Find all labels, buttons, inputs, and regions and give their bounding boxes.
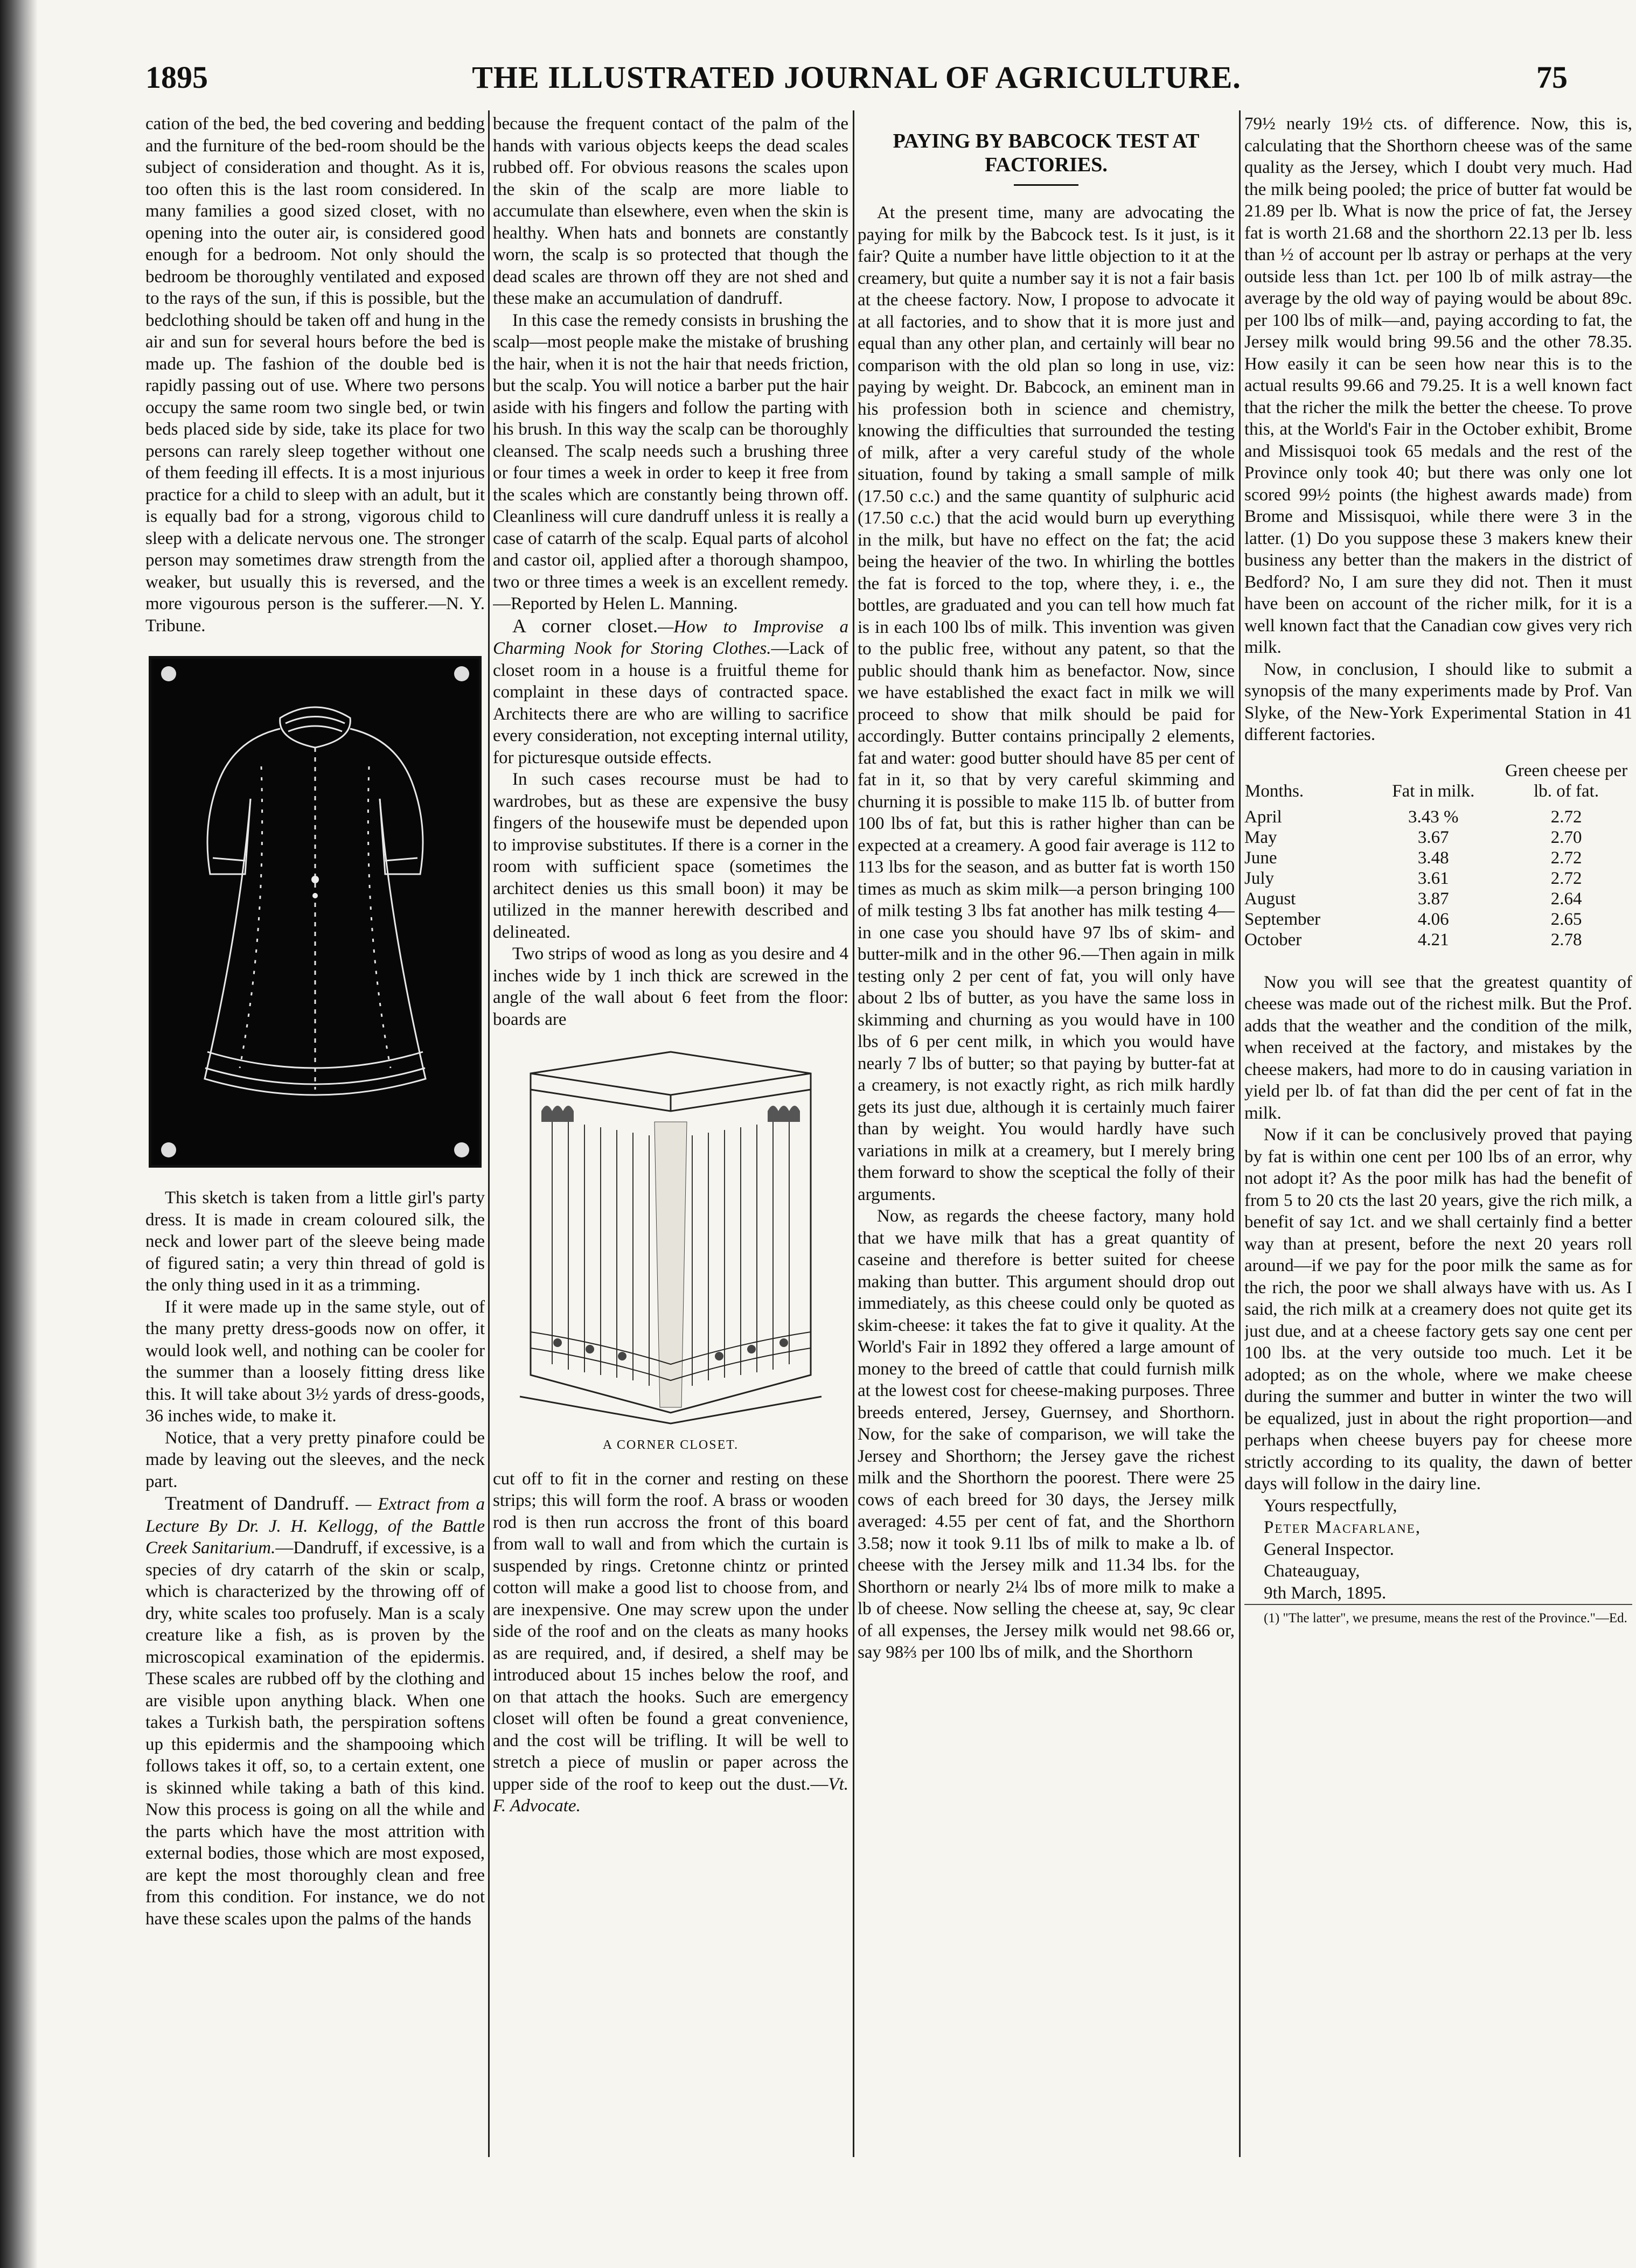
date: 9th March, 1895. xyxy=(1264,1583,1387,1603)
footnote: (1) "The latter", we presume, means the rest of the Province."—Ed. xyxy=(1244,1604,1632,1627)
corner-closet-instructions xyxy=(493,1468,848,1817)
pinafore-note: Notice, that a very pretty pinafore could be made by leaving out the sleeves, and the neck part. xyxy=(145,1428,485,1491)
table-row xyxy=(1244,807,1632,827)
month: July xyxy=(1244,868,1275,888)
dress-illustration xyxy=(149,656,482,1168)
cheese-factory-paragraph: Now, as regards the cheese factory, many hold that we have milk that has a great quantity of caseine and therefore is better suited for cheese making than butter. This argument should drop out immediately, as this cheese could only be quoted as skim-cheese: it takes the fat to give it quality. At the World's Fair in 1892 they offered a large amount of money to the breed of cattle that could furnish milk at the lowest cost for cheese-making purposes. Three breeds entered, Jersey, Guernsey, and Shorthorn. Now, for the sake of comparison, we will take the Jersey and Shorthorn; the Jersey gave the richest milk and the Shorthorn the poorest. There were 25 cows of each breed for 30 days, the Jersey milk averaged: 4.55 per cent of fat, and the Shorthorn 3.58; now it took 9.11 lbs of milk to make a lb. of cheese with the Jersey milk and 11.34 lbs. for the Shorthorn or nearly 2¼ lbs of more milk to make a lb of cheese. Now selling the cheese at, say, 9c clear of all expenses, the Jersey milk would net 98.66 or, say 98⅔ per 100 lbs of milk, and the Shorthorn xyxy=(858,1206,1235,1662)
column-3 xyxy=(858,113,1235,2160)
fat: 3.61 xyxy=(1417,868,1449,888)
header-year: 1895 xyxy=(145,60,208,95)
cheese: 2.64 xyxy=(1550,889,1582,909)
corner-closet-engraving xyxy=(504,1041,838,1429)
fat: 4.21 xyxy=(1417,930,1449,950)
fat: 3.87 xyxy=(1417,889,1449,909)
sign-off: Yours respectfully, xyxy=(1264,1496,1397,1516)
corner-closet-article xyxy=(493,615,848,769)
month: August xyxy=(1244,889,1296,909)
month: June xyxy=(1244,848,1277,868)
corner-closet-title: A corner closet. xyxy=(512,615,658,637)
corner-closet-wardrobes: In such cases recourse must be had to wardrobes, but as these are expensive the busy fingers of the housewife must be depended upon to improvise substitutes. If there is a corner in the room with sufficient space (sometimes the architect denies us this small boon) it may be utilized in the manner herewith described and delineated. xyxy=(493,770,848,942)
corner-closet-subtitle: —How to Improvise a Charming Nook for Storing Clothes. xyxy=(493,617,848,658)
corner-closet-strips: Two strips of wood as long as you desire and 4 inches wide by 1 inch thick are screwed in the angle of the wall about 6 feet from the floor: boards are xyxy=(493,944,848,1029)
table-row xyxy=(1244,889,1632,909)
bedroom-article-end: cation of the bed, the bed covering and bedding and the furniture of the bed-room should be the subject of consideration and thought. As it is, too often this is the last room considered. In many families a good sized closet, with no opening into the outer air, is considered good enough for a bedroom. Not only should the bedroom be thoroughly ventilated and exposed to the rays of the sun, if this is possible, but the bedclothing should be taken off and hung in the air and sun for several hours before the bed is made up. The fashion of the double bed is rapidly passing out of use. Where two persons occupy the same room two single bed, or twin beds placed side by side, take its place for two persons can rarely sleep together without one of them feeding ill effects. It is a most injurious practice for a child to sleep with an adult, but it is equally bad for a strong, vigorous child to sleep with a delicate nervous one. The stronger person may sometimes draw strength from the weaker, but usually this is reversed, and the more vigourous person is the sufferer.—N. Y. Tribune. xyxy=(145,114,485,636)
author-role: General Inspector. xyxy=(1264,1539,1394,1559)
table-row xyxy=(1244,868,1632,889)
journal-title: THE ILLUSTRATED JOURNAL OF AGRICULTURE. xyxy=(472,60,1241,95)
factory-results-table xyxy=(1244,760,1632,950)
fat: 3.43 % xyxy=(1408,807,1459,827)
babcock-continued: 79½ nearly 19½ cts. of difference. Now, this is, calculating that the Shorthorn cheese was of the same quality as the Jersey, which I doubt very much. Had the milk being pooled; the price of butter fat would be 21.89 per lb. What is now the price of fat, the Jersey fat is worth 21.68 and the shorthorn 22.13 per lb. less than ½ of account per lb astray or perhaps at the very outside less than 1ct. per 100 lb of milk astray—the average by the old way of paying would be about 89c. per 100 lbs of milk—and, paying according to fat, the Jersey milk would bring 99.56 and the other 78.35. How easily it can be seen how near this is to the actual results 99.66 and 79.25. It is a well known fact that the richer the milk the better the cheese. To prove this, at the World's Fair in the October exhibit, Brome and Missisquoi took 65 medals and the rest of the Province only took 40; but there was only one lot scored 99½ points (the highest awards made) from Brome and Missisquoi, while there were 3 in the latter. (1) Do you suppose these 3 makers knew their business any better than the makers in the district of Bedford? No, I am sure they did not. Then it must have been on account of the richer milk, for it is a well known fact that the Canadian cow gives very rich milk. xyxy=(1244,114,1632,657)
corner-closet-intro: —Lack of closet room in a house is a fruitful theme for complaint in these days of contracted space. Architects there are who are willing to sacrifice every consideration, not excepting internal utility, for picturesque outside effects. xyxy=(493,639,848,767)
column-2 xyxy=(493,113,848,2160)
column-rule xyxy=(1239,110,1241,2157)
dandruff-title: Treatment of Dandruff. xyxy=(165,1492,350,1514)
column-4 xyxy=(1244,113,1632,2160)
cheese: 2.72 xyxy=(1550,807,1582,827)
babcock-article-body: At the present time, many are advocating the paying for milk by the Babcock test. Is it just, is it fair? Quite a number have little objection to it at the creamery, but quite a number say it is not a fair basis at the cheese factory. Now, I propose to advocate it at all factories, and to show that it is more just and equal than any other plan, and certainly will bear no comparison with the old plan so long in use, viz: paying by weight. Dr. Babcock, an eminent man in his profession both in science and chemistry, knowing the difficulties that surrounded the testing of milk, after a very careful study of the whole situation, found by taking a small sample of milk (17.50 c.c.) and the same quantity of sulphuric acid (17.50 c.c.) that the acid would burn up everything in the milk, but have no effect on the fat; the acid being the heavier of the two. In whirling the bottles the fat is forced to the top, where they, i. e., the bottles, are graduated and you can tell how much fat is in each 100 lbs of milk. This invention was given to the public free, without any patent, so that the public should thank him as benefactor. Now, since we have established the exact fact in milk we will proceed to show that milk should be paid for accordingly. Butter contains principally 2 elements, fat and water: good butter should have 85 per cent of fat in it, so that by very careful skimming and churning it is possible to make 115 lb. of butter from 100 lbs of fat, but this is rather higher than can be expected at a creamery. A good fair average is 112 to 113 lbs for the season, and as butter fat is worth 150 times as much as skim milk—a person bringing 100 of milk testing 3 lbs fat another has milk testing 4—in one case you should have 97 lbs of skim- and butter-milk and in the other 96.—Then again in milk testing only 2 per cent of fat, you will only have about 2 lbs of butter, as you have the same loss in skimming and churning as you would have in 100 lbs of 6 per cent milk, in which you would have nearly 7 lbs of butter; so that paying by butter-fat at a creamery, is not exactly right, as rich milk hardly gets its just due, although it is certainly much fairer than by weight. You would hardly have such variations in milk at a creamery, but I merely bring them forward to show the sceptical the folly of their arguments. xyxy=(858,203,1235,1204)
table-row xyxy=(1244,827,1632,848)
corner-closet-illustration xyxy=(504,1041,838,1429)
dandruff-body: —Dandruff, if excessive, is a species of dry catarrh of the skin or scalp, which is characterized by the throwing off of dry, white scales too profusely. Man is a scaly creature like a fish, as is proven by the microscopical examination of the epidermis. These scales are rubbed off by the clothing and are visible upon anything black. When one takes a Turkish bath, the perspiration softens up this epidermis and the shampooing which follows takes it off, so, to a certain extent, one is skinned while taking a bath of this kind. Now this process is going on all the while and the parts which have the most attrition with external bodies, those which are most exposed, are kept the most thoroughly clean and free from this condition. For instance, we do not have these scales upon the palms of the hands xyxy=(145,1538,485,1929)
dandruff-subtitle: — Extract from a Lecture By Dr. J. H. Kellogg, of the Battle Creek Sanitarium. xyxy=(145,1495,485,1558)
fat: 3.67 xyxy=(1417,827,1449,847)
header-green-cheese: Green cheese per lb. of fat. xyxy=(1505,760,1628,801)
month: April xyxy=(1244,807,1282,827)
dandruff-remedy: In this case the remedy consists in brushing the scalp—most people make the mistake of brushing the hair, when it is not the hair that needs friction, but the scalp. You will notice a barber put the hair aside with his fingers and follow the parting with his brush. In this way the scalp can be thoroughly cleansed. The scalp needs such a brushing three or four times a week in order to keep it free from the scales which are constantly being thrown off. Cleanliness will cure dandruff unless it is really a case of catarrh of the scalp. Equal parts of alcohol and castor oil, applied after a thorough shampoo, two or three times a week is an excellent remedy.—Reported by Helen L. Manning. xyxy=(493,310,848,613)
conclusion-intro: Now, in conclusion, I should like to submit a synopsis of the many experiments made by Prof. Van Slyke, of the New-York Experimental Station in 41 different factories. xyxy=(1244,659,1632,744)
cheese: 2.72 xyxy=(1550,868,1582,888)
place: Chateauguay, xyxy=(1264,1561,1360,1581)
column-rule xyxy=(853,110,854,2157)
corner-closet-source: Vt. F. Advocate. xyxy=(493,1774,848,1816)
title-rule xyxy=(1014,184,1078,186)
page-number: 75 xyxy=(1536,60,1568,95)
month: May xyxy=(1244,827,1277,847)
cheese: 2.65 xyxy=(1550,909,1582,929)
dandruff-continued: because the frequent contact of the palm of the hands with various objects keeps the dead scales rubbed off. For obvious reasons the scales upon the skin of the scalp are more liable to accumulate than elsewhere, even when the skin is healthy. When hats and bonnets are constantly worn, the scalp is so protected that though the dead scales are thrown off they are not shed and these make an accumulation of dandruff. xyxy=(493,114,848,308)
header-fat-in-milk: Fat in milk. xyxy=(1392,781,1475,801)
table-row xyxy=(1244,848,1632,868)
column-1 xyxy=(145,113,485,2160)
table-header-row xyxy=(1244,760,1632,807)
dandruff-article xyxy=(145,1492,485,1930)
cheese: 2.78 xyxy=(1550,930,1582,950)
cheese: 2.72 xyxy=(1550,848,1582,868)
page-binding-edge xyxy=(0,0,38,2268)
table-row xyxy=(1244,930,1632,950)
table-row xyxy=(1244,909,1632,930)
dress-making-note: If it were made up in the same style, out of the many pretty dress-goods now on offer, it would look well, and nothing can be cooler for the summer than a loosely fitting dress like this. It will take about 3½ yards of dress-goods, 36 inches wide, to make it. xyxy=(145,1297,485,1426)
girls-dress-sketch xyxy=(151,659,479,1165)
month: September xyxy=(1244,909,1321,929)
closing-argument: Now if it can be conclusively proved that paying by fat is within one cent per 100 lbs of an error, why not adopt it? As the poor milk has had the benefit of from 5 to 20 cts the last 20 years, give the rich milk, a benefit of say 1ct. and we shall certainly find a better way than at present, before the next 20 years roll around—if we pay for the poor milk the same as for the rich, the poor we shall always have with us. As I said, the rich milk at a creamery does not quite get its just due, and at a cheese factory gets say one cent per 100 lbs. at the very outside too much. Let it be adopted; as on the whole, where we make cheese during the summer and butter in winter the two will be equalized, just in about the right proportion—and perhaps when cheese buyers pay for cheese more strictly according to its quality, the dawn of better days will follow in the dairy line. xyxy=(1244,1125,1632,1494)
fat: 4.06 xyxy=(1417,909,1449,929)
corner-closet-body: cut off to fit in the corner and resting on these strips; this will form the roof. A brass or wooden rod is then run accross the front of this board from wall to wall and from which the curtain is suspended by rings. Cretonne chintz or printed cotton will make a good list to choose from, and are inexpensive. One may screw upon the under side of the roof and on the cleats as many hooks as are required, and, if desired, a shelf may be introduced about 15 inches below the roof, and on that attach the hooks. Such are emergency closet will often be found a great convenience, and the cost will be trifling. It will be well to stretch a piece of muslin or paper across the upper side of the roof to keep out the dust.— xyxy=(493,1469,848,1794)
dress-description: This sketch is taken from a little girl's party dress. It is made in cream coloured silk, the neck and lower part of the sleeve being made of figured satin; a very thin thread of gold is the only thing used in it as a trimming. xyxy=(145,1188,485,1295)
month: October xyxy=(1244,930,1302,950)
running-header xyxy=(145,59,1568,108)
babcock-article-title: PAYING BY BABCOCK TEST AT FACTORIES. xyxy=(893,130,1200,176)
header-months: Months. xyxy=(1245,781,1304,801)
fat: 3.48 xyxy=(1417,848,1449,868)
column-rule xyxy=(488,110,490,2157)
author-name: Peter Macfarlane, xyxy=(1264,1518,1421,1537)
table-commentary: Now you will see that the greatest quantity of cheese was made out of the richest milk. But the Prof. adds that the weather and the condition of the milk, when received at the factory, and mistakes by the cheese makers, had more to do in causing variation in yield per lb. of fat than did the per cent of fat in the milk. xyxy=(1244,972,1632,1123)
corner-closet-caption: A CORNER CLOSET. xyxy=(602,1438,739,1452)
cheese: 2.70 xyxy=(1550,827,1582,847)
